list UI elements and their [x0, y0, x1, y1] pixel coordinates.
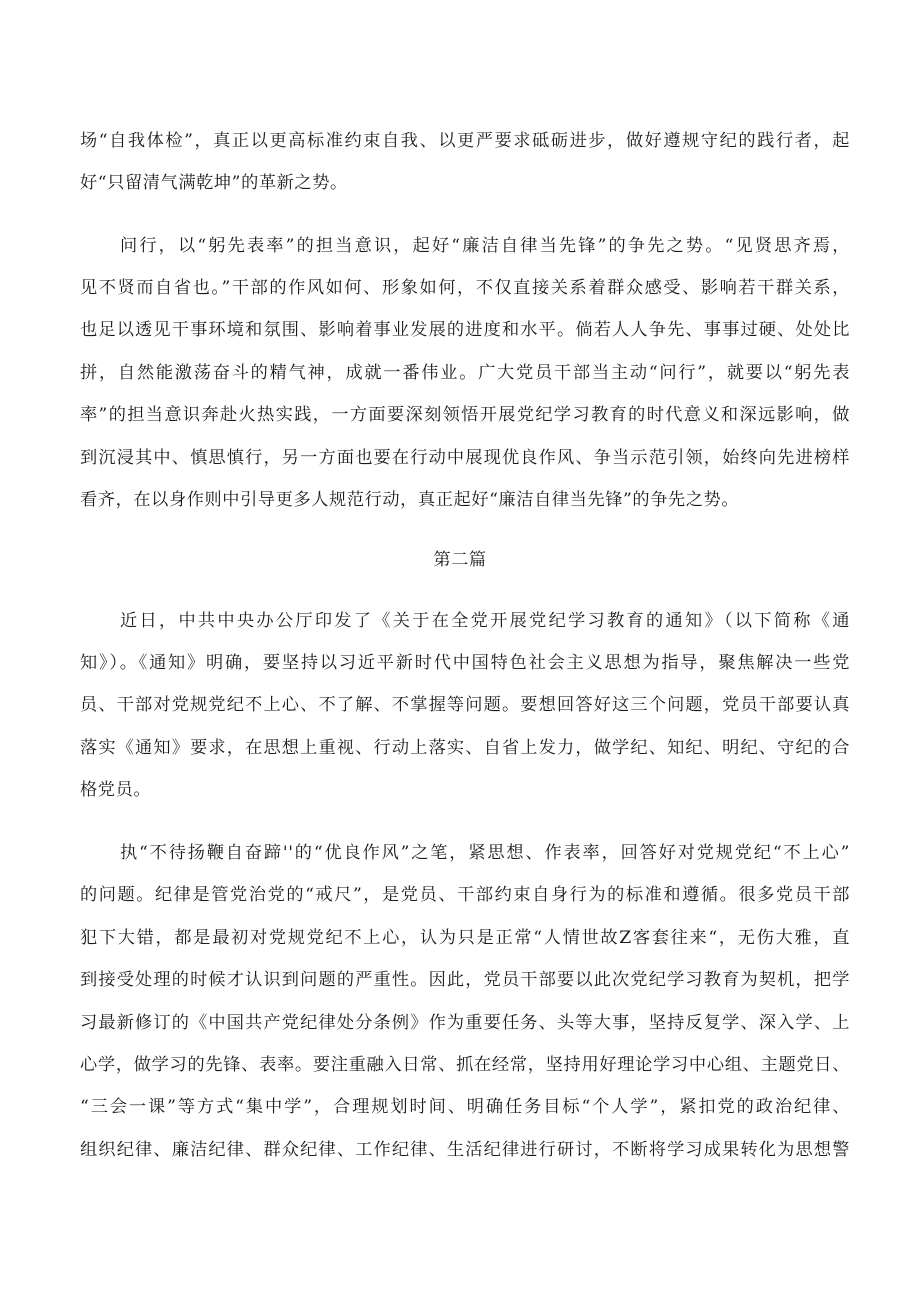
text-line: 率”的担当意识奔赴火热实践，一方面要深刻领悟开展党纪学习教育的时代意义和深远影响，做: [80, 405, 850, 425]
text-line: 的问题。纪律是管党治党的“戒尺”，是党员、干部约束自身行为的标准和遵循。很多党员干部: [80, 885, 850, 905]
section-heading: 第二篇: [433, 550, 487, 570]
text-line: 组织纪律、廉洁纪律、群众纪律、工作纪律、生活纪律进行研讨，不断将学习成果转化为思想警: [80, 1140, 850, 1160]
text-line: 看齐，在以身作则中引导更多人规范行动，真正起好“廉洁自律当先锋”的争先之势。: [80, 490, 740, 510]
text-line: “三会一课”等方式“集中学”，合理规划时间、明确任务目标“个人学”，紧扣党的政治纪律、: [80, 1097, 850, 1117]
text-line: 见不贤而自省也。”干部的作风如何、形象如何，不仅直接关系着群众感受、影响若干群关系，: [80, 278, 850, 298]
text-line: 习最新修订的《中国共产党纪律处分条例》作为重要任务、头等大事，坚持反复学、深入学、上: [80, 1013, 850, 1033]
text-line: 拼，自然能激荡奋斗的精气神，成就一番伟业。广大党员干部当主动“问行”，就要以“躬先表: [80, 363, 850, 383]
text-line: 落实《通知》要求，在思想上重视、行动上落实、自省上发力，做学纪、知纪、明纪、守纪的合: [80, 738, 850, 758]
text-line: 心学，做学习的先锋、表率。要注重融入日常、抓在经常，坚持用好理论学习中心组、主题党日、: [80, 1055, 850, 1075]
text-line: 员、干部对党规党纪不上心、不了解、不掌握等问题。要想回答好这三个问题，党员干部要认真: [80, 695, 850, 715]
text-line: 知》）。《通知》明确，要坚持以习近平新时代中国特色社会主义思想为指导，聚焦解决一些党: [80, 653, 850, 673]
text-line: 场“自我体检”，真正以更高标准约束自我、以更严要求砥砺进步，做好遵规守纪的践行者，起: [80, 131, 850, 151]
text-line: 犯下大错，都是最初对党规党纪不上心，认为只是正常“人情世故Z客套往来“，无伤大雅，直: [80, 928, 850, 948]
text-line: 也足以透见干事环境和氛围、影响着事业发展的进度和水平。倘若人人争先、事事过硬、处处比: [80, 320, 850, 340]
text-line: 格党员。: [80, 780, 152, 800]
text-line: 执“不待扬鞭自奋蹄''的“优良作风”之笔，紧思想、作表率，回答好对党规党纪“不上心”: [120, 843, 850, 863]
text-line: 好“只留清气满乾坤”的革新之势。: [80, 173, 348, 193]
text-line: 到接受处理的时候才认识到问题的严重性。因此，党员干部要以此次党纪学习教育为契机，把学: [80, 970, 850, 990]
text-line: 问行，以“躬先表率”的担当意识，起好“廉洁自律当先锋”的争先之势。“见贤思齐焉，: [120, 236, 850, 256]
text-line: 到沉浸其中、慎思慎行，另一方面也要在行动中展现优良作风、争当示范引领，始终向先进榜样: [80, 448, 850, 468]
text-line: 近日，中共中央办公厅印发了《关于在全党开展党纪学习教育的通知》（以下简称《通: [120, 611, 850, 631]
